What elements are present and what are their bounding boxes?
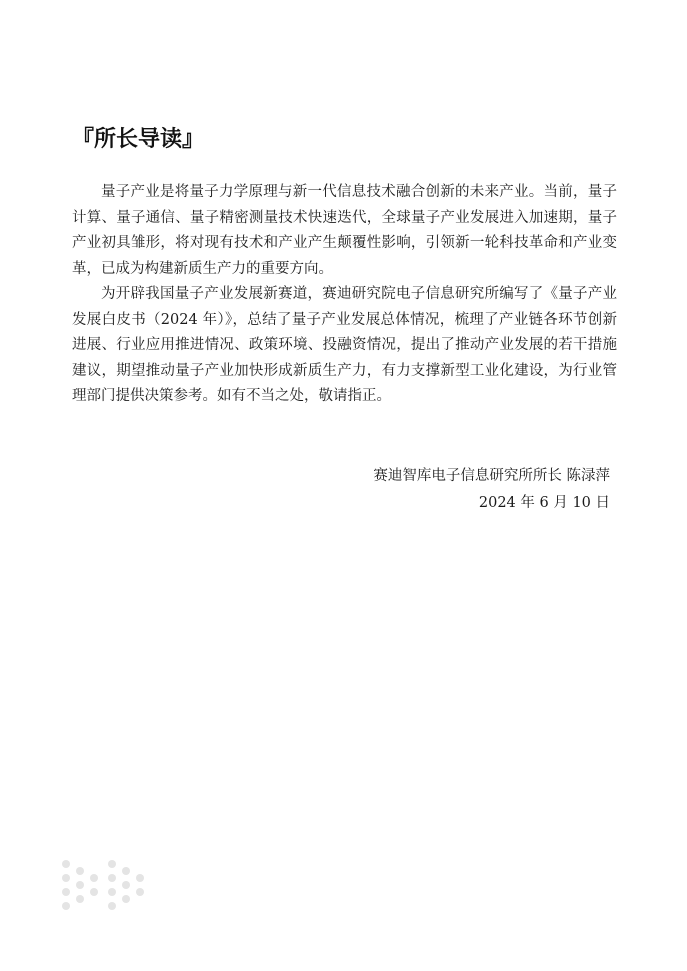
page-title: 『所长导读』 [72, 126, 205, 152]
signature-block [373, 463, 610, 517]
signature-author: 赛迪智库电子信息研究所所长 陈渌萍 [373, 468, 610, 484]
article-body [72, 180, 617, 410]
decorative-dot-pattern-icon [60, 858, 150, 918]
signature-date: 2024 年 6 月 10 日 [478, 495, 610, 511]
paragraph: 量子产业是将量子力学原理与新一代信息技术融合创新的未来产业。当前，量子计算、量子通信、量子精密测量技术快速迭代，全球量子产业发展进入加速期，量子产业初具雏形，将对现有技术和产业产生颠覆性影响，引领新一轮科技革命和产业变革，已成为构建新质生产力的重要方向。 [72, 184, 617, 277]
paragraph: 为开辟我国量子产业发展新赛道，赛迪研究院电子信息研究所编写了《量子产业发展白皮书（2024 年）》，总结了量子产业发展总体情况，梳理了产业链各环节创新进展、行业应用推进情况、政策环境、投融资情况，提出了推动产业发展的若干措施建议，期望推动量子产业加快形成新质生产力，有力支撑新型工业化建设，为行业管理部门提供决策参考。如有不当之处，敬请指正。 [72, 286, 617, 404]
